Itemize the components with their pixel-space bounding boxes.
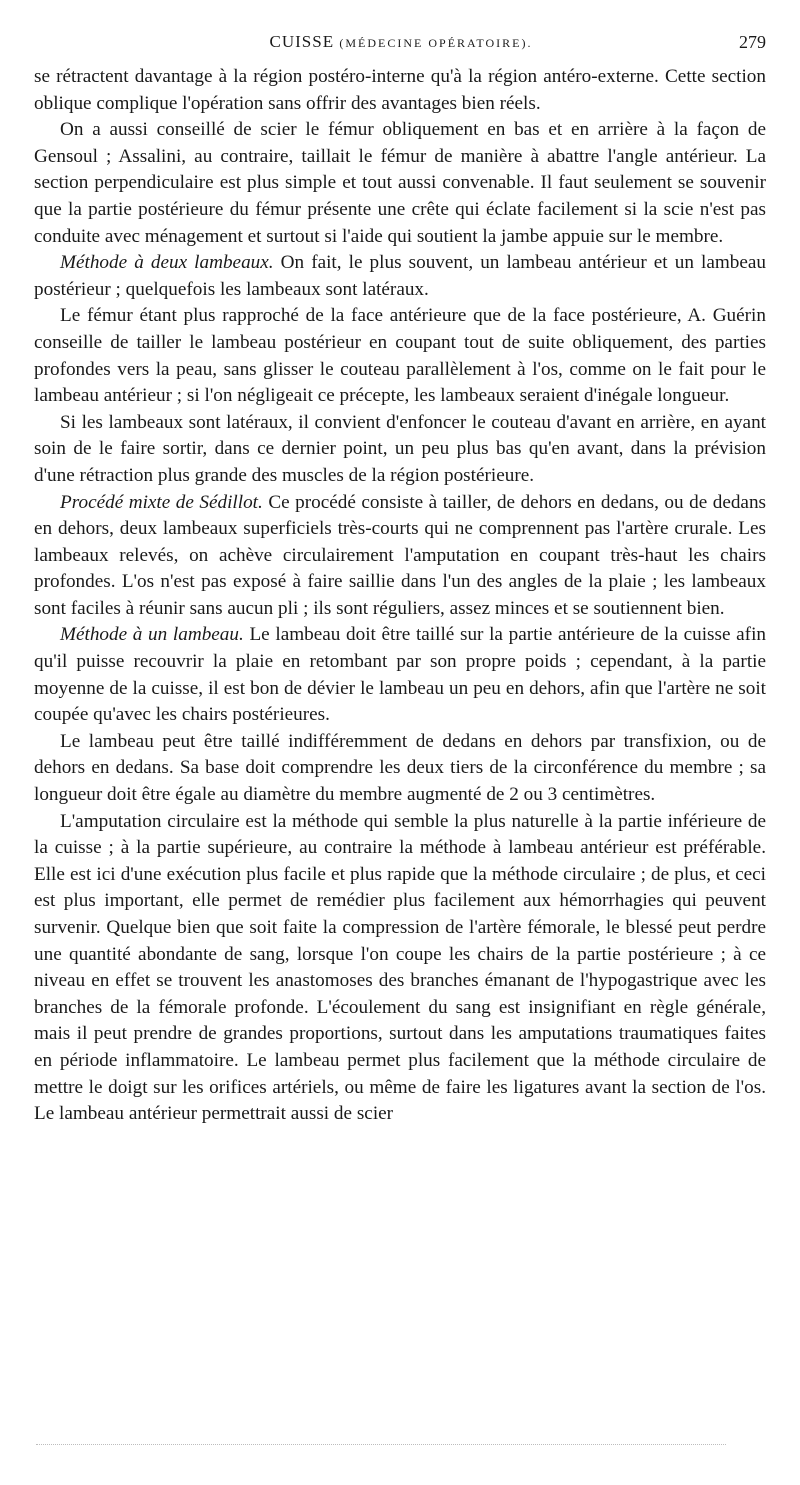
body-text [34,64,766,1128]
paragraph [34,622,766,728]
page-number: 279 [739,32,766,52]
paragraph [34,729,766,809]
paragraph-text: Si les lambeaux sont latéraux, il convient d'enfoncer le couteau d'avant en arrière, en ayant soin de le faire sortir, dans ce dernier point, un peu plus bas qu'en avant, dans la prévision d'une rétraction plus grande des muscles de la région postérieure. [34,411,766,486]
paragraph [34,809,766,1128]
running-title-main: CUISSE [269,32,335,51]
paragraph [34,303,766,409]
paragraph-lead: Méthode à un lambeau. [60,624,244,646]
bleed-through-marks [36,1444,726,1449]
paragraph-text: Le lambeau peut être taillé indifféremment de dedans en dehors par transfixion, ou de dehors en dedans. Sa base doit comprendre les deux tiers de la circonférence du membre ; sa longueur doit être égale au diamètre du membre augmenté de 2 ou 3 centimètres. [34,730,766,806]
paragraph-text: Le lambeau doit être taillé sur la partie antérieure de la cuisse afin qu'il puisse recouvrir la plaie en retombant par son propre poids ; cependant, à la partie moyenne de la cuisse, il est bon de dévier le lambeau un peu en dehors, afin que l'artère ne soit coupée qu'avec les chairs postérieures. [34,624,766,726]
paragraph [34,117,766,250]
paragraph [34,250,766,303]
paragraph-text: On a aussi conseillé de scier le fémur obliquement en bas et en arrière à la façon de Gensoul ; Assalini, au contraire, taillait le fémur de manière à abattre l'angle antérieur. La section perpendiculaire est plus simple et tout aussi convenable. Il faut seulement se souvenir que la partie postérieure du fémur présente une crête qui éclate facilement si la scie n'est pas conduite avec ménagement et surtout si l'aide qui soutient la jambe appuie sur le membre. [34,119,766,247]
paragraph-text: se rétractent davantage à la région postéro-interne qu'à la région antéro-externe. Cette section oblique complique l'opération sans offrir des avantages bien réels. [34,66,766,114]
paragraph [34,490,766,623]
paragraph [34,64,766,117]
running-header [36,32,766,56]
running-title [36,32,766,52]
paragraph-lead: Procédé mixte de Sédillot. [60,491,263,513]
running-title-subtitle: (MÉDECINE OPÉRATOIRE). [339,36,533,50]
paragraph-text: L'amputation circulaire est la méthode qui semble la plus naturelle à la partie inférieure de la cuisse ; à la partie supérieure, au contraire la méthode à lambeau antérieur est préférable. Elle est ici d'une exécution plus facile et plus rapide que la méthode circulaire ; de plus, et ceci est plus important, elle permet de remédier plus facilement aux hémorrhagies qui peuvent survenir. Quelque bien que soit faite la compression de l'artère fémorale, le blessé peut perdre une quantité abondante de sang, lorsque l'on coupe les chairs de la partie postérieure ; à ce niveau en effet se trouvent les anastomoses des branches émanant de l'hypogastrique avec les branches de la fémorale profonde. L'écoulement du sang est insignifiant en règle générale, mais il peut prendre de grandes proportions, surtout dans les amputations traumatiques faites en période inflammatoire. Le lambeau permet plus facilement que la méthode circulaire de mettre le doigt sur les orifices artériels, ou même de faire les ligatures avant la section de l'os. Le lambeau antérieur permettrait aussi de scier [34,810,766,1125]
paragraph-text: Ce procédé consiste à tailler, de dehors en dedans, ou de dedans en dehors, deux lambeaux superficiels très-courts qui ne comprennent pas l'artère crurale. Les lambeaux relevés, on achève circulairement l'amputation en coupant très-haut les chairs profondes. L'os n'est pas exposé à faire saillie dans l'un des angles de la plaie ; les lambeaux sont faciles à réunir sans aucun pli ; ils sont réguliers, assez minces et se soutiennent bien. [34,491,767,619]
paragraph-lead: Méthode à deux lambeaux. [60,252,274,274]
paragraph [34,410,766,490]
paragraph-text: On fait, le plus souvent, un lambeau antérieur et un lambeau postérieur ; quelquefois les lambeaux sont latéraux. [34,252,766,300]
paragraph-text: Le fémur étant plus rapproché de la face antérieure que de la face postérieure, A. Guérin conseille de tailler le lambeau postérieur en coupant tout de suite obliquement, des parties profondes vers la peau, sans glisser le couteau parallèlement à l'os, comme on le fait pour le lambeau antérieur ; si l'on négligeait ce précepte, les lambeaux seraient d'inégale longueur. [34,305,766,407]
